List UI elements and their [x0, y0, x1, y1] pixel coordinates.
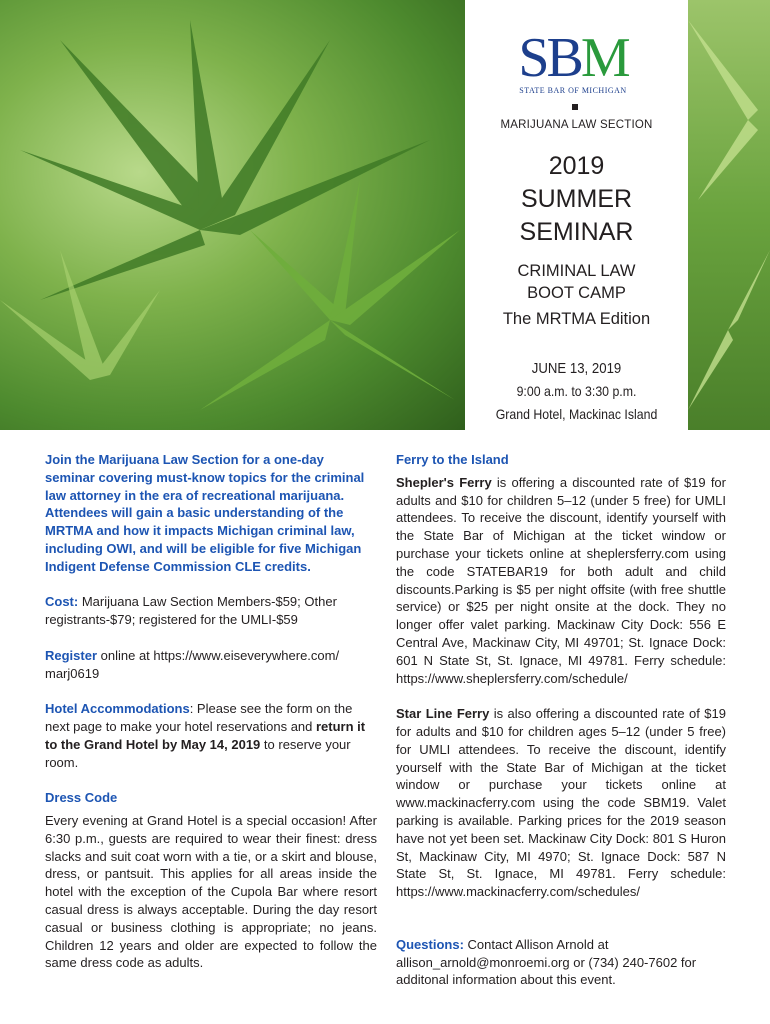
divider-square [572, 104, 578, 110]
starline-name: Star Line Ferry [396, 706, 490, 722]
hotel-text-end: to reserve your room. [45, 736, 351, 770]
seminar-subtitle [465, 260, 688, 304]
cost-text: Marijuana Law Section Members-$59; Other registrants-$79; registered for the UMLI-$59 [45, 594, 337, 628]
seminar-year: 2019 [548, 152, 605, 180]
event-time: 9:00 a.m. to 3:30 p.m. [516, 383, 637, 399]
logo-letters-sb: SB [518, 27, 581, 89]
register-paragraph [45, 647, 377, 683]
seminar-title-line1: SUMMER [520, 185, 633, 213]
marijuana-leaf-photo-right [688, 0, 770, 430]
questions-label: Questions: [396, 936, 464, 952]
right-column [396, 451, 726, 1007]
hotel-label: Hotel Accommodations [45, 701, 190, 717]
starline-paragraph [396, 705, 726, 901]
hotel-deadline: return it to the Grand Hotel by May 14, 2019 [45, 718, 366, 752]
questions-paragraph [396, 936, 726, 989]
hotel-paragraph [45, 700, 377, 771]
dress-code-heading: Dress Code [45, 790, 118, 806]
sheplers-paragraph [396, 474, 726, 688]
seminar-edition: The MRTMA Edition [502, 310, 651, 328]
event-venue: Grand Hotel, Mackinac Island [495, 406, 658, 422]
section-name: MARIJUANA LAW SECTION [500, 119, 653, 131]
questions-text: Contact Allison Arnold at allison_arnold@monroemi.org or (734) 240-7602 for additonal information about this event. [396, 936, 697, 988]
seminar-title-line2: SEMINAR [519, 218, 634, 246]
left-column [45, 451, 377, 990]
starline-text: is also offering a discounted rate of $19 for adults and $10 for children ages 5–12 (under 5 free) for UMLI attendees. To receive the discount, identify yourself with the State Bar of Michigan at the ticket window or purchase your tickets online at www.mackinacferry.com using the code SBM19. Valet parking is available. Parking prices for the 2019 season have not yet been set. Mackinaw City Dock: 801 S Huron St, Mackinaw City, MI 4970; St. Ignace Dock: 587 N State St, St. Ignace, MI 49781. Ferry schedule: https://www.mackinacferry.com/schedules/ [396, 706, 726, 900]
subtitle-line2: BOOT CAMP [527, 284, 626, 302]
event-info [465, 358, 688, 426]
intro-paragraph: Join the Marijuana Law Section for a one-day seminar covering must-know topics for the criminal law attorney in the era of recreational marijuana. Attendees will gain a basic understanding of the MRTMA and how it impacts Michigan criminal law, including OWI, and will be eligible for five Michigan Indigent Defense Commission CLE credits. [45, 452, 365, 574]
marijuana-leaf-photo [0, 0, 465, 430]
seminar-title [465, 150, 688, 249]
logo-letter-m: M [580, 27, 628, 89]
register-label: Register [45, 647, 98, 663]
seminar-title-panel [465, 0, 688, 430]
header-banner [0, 0, 770, 430]
dress-code-paragraph: Every evening at Grand Hotel is a special occasion! After 6:30 p.m., guests are required to wear their finest: dress slacks and suit coat worn with a tie, or a skirt and blouse, dress, or pantsuit. This applies for all areas inside the hotel with the exception of the Cupola Bar where resort casual dress is always acceptable. During the day resort casual or business clothing is appropriate; no jeans. Children 12 years and older are expected to follow the same dress code as adults. [45, 812, 377, 971]
subtitle-line1: CRIMINAL LAW [517, 262, 636, 280]
register-text: online at https://www.eiseverywhere.com/ marj0619 [45, 647, 340, 681]
ferry-heading: Ferry to the Island [396, 452, 509, 467]
hotel-text: : Please see the form on the next page to make your hotel reservations and [45, 701, 353, 734]
sheplers-name: Shepler's Ferry [396, 474, 492, 490]
state-bar-logo [513, 27, 633, 96]
event-date: JUNE 13, 2019 [531, 360, 622, 377]
cost-label: Cost: [45, 594, 79, 610]
logo-subtitle: STATE BAR OF MICHIGAN [519, 86, 627, 95]
cost-paragraph [45, 593, 377, 629]
spacer [396, 919, 726, 936]
sheplers-text: is offering a discounted rate of $19 for adults and $10 for children 5–12 (under 5 free) for UMLI attendees. To receive the discount, identify yourself with the State Bar of Michigan at the ticket window or purchase your tickets online at sheplersferry.com using the code STATEBAR19 for both adult and child discounts.Parking is $5 per night offsite (with free shuttle service) or $25 per night onsite at the dock. They no longer offer valet parking. Mackinaw City Dock: 556 E Central Ave, Mackinaw City, MI 49701; St. Ignace Dock: 601 N State St, St. Ignace, MI 49781. Ferry schedule: https://www.sheplersferry.com/schedule/ [396, 474, 726, 686]
